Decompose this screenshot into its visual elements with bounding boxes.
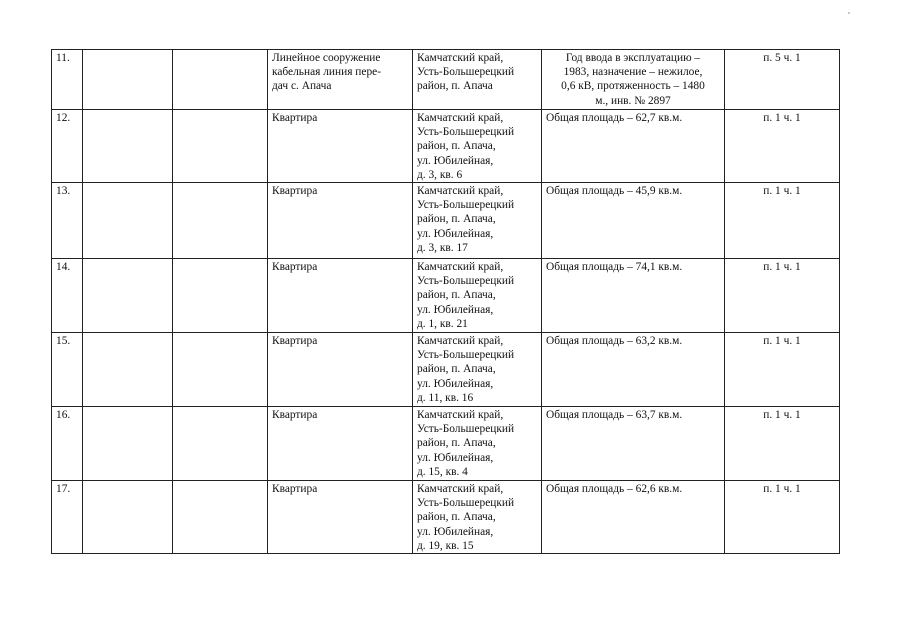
table-row [52,183,840,259]
characteristics-line: Общая площадь – 74,1 кв.м. [546,261,683,274]
object-name-cell [268,407,413,481]
address-cell [413,481,542,554]
scan-mark [848,12,850,14]
address-cell [413,183,542,259]
characteristics-cell [542,183,725,259]
address-line: ул. Юбилейная, [417,303,494,316]
legal-basis-cell: п. 1 ч. 1 [725,183,840,259]
row-number: 11. [52,50,83,110]
empty-cell [83,50,173,110]
object-name-line: Квартира [272,409,318,422]
legal-basis-cell: п. 1 ч. 1 [725,481,840,554]
characteristics-line: м., инв. № 2897 [595,94,671,107]
property-register-table [51,49,840,554]
address-line: ул. Юбилейная, [417,525,494,538]
address-line: Камчатский край, [417,409,504,422]
object-name-cell [268,259,413,333]
row-number: 14. [52,259,83,333]
address-line: Усть-Большерецкий [417,275,515,288]
characteristics-line: Общая площадь – 63,2 кв.м. [546,335,683,348]
table-row [52,407,840,481]
address-line: Камчатский край, [417,261,504,274]
object-name-line: Квартира [272,335,318,348]
empty-cell [173,259,268,333]
empty-cell [173,407,268,481]
table-row [52,333,840,407]
legal-basis-cell: п. 1 ч. 1 [725,407,840,481]
address-line: Камчатский край, [417,112,504,124]
address-line: д. 15, кв. 4 [417,465,468,478]
object-name-line: Квартира [272,261,318,274]
object-name-line: Линейное сооружение [272,52,381,64]
characteristics-line: Общая площадь – 45,9 кв.м. [546,185,683,198]
object-name-line: кабельная линия пере- [272,66,381,79]
address-line: район, п. Апача, [417,140,496,153]
address-line: район, п. Апача, [417,213,496,226]
object-name-cell [268,481,413,554]
object-name-line: Квартира [272,483,318,496]
characteristics-line: 0,6 кВ, протяженность – 1480 [561,80,705,93]
address-line: Камчатский край, [417,52,504,64]
empty-cell [173,333,268,407]
empty-cell [83,110,173,183]
empty-cell [173,50,268,110]
row-number: 15. [52,333,83,407]
characteristics-cell [542,333,725,407]
address-cell [413,333,542,407]
address-line: район, п. Апача, [417,363,496,376]
address-line: район, п. Апача, [417,511,496,524]
address-cell [413,110,542,183]
object-name-cell [268,110,413,183]
characteristics-cell [542,407,725,481]
address-line: ул. Юбилейная, [417,154,494,167]
empty-cell [83,333,173,407]
characteristics-line: Общая площадь – 62,6 кв.м. [546,483,683,496]
characteristics-line: 1983, назначение – нежилое, [563,66,703,79]
characteristics-line: Общая площадь – 63,7 кв.м. [546,409,683,422]
address-line: д. 11, кв. 16 [417,391,474,404]
table-row [52,481,840,554]
row-number: 13. [52,183,83,259]
row-number: 12. [52,110,83,183]
address-line: район, п. Апача [417,80,493,93]
legal-basis-cell: п. 1 ч. 1 [725,259,840,333]
address-line: Усть-Большерецкий [417,126,515,139]
object-name-cell [268,333,413,407]
address-cell [413,259,542,333]
legal-basis-cell: п. 1 ч. 1 [725,110,840,183]
empty-cell [83,407,173,481]
characteristics-line: Год ввода в эксплуатацию – [565,52,701,64]
characteristics-cell [542,259,725,333]
address-line: Усть-Большерецкий [417,349,515,362]
address-line: Камчатский край, [417,483,504,496]
row-number: 17. [52,481,83,554]
table-row [52,110,840,183]
characteristics-line: Общая площадь – 62,7 кв.м. [546,112,683,124]
empty-cell [83,259,173,333]
characteristics-cell [542,50,725,110]
address-cell [413,407,542,481]
legal-basis-cell: п. 5 ч. 1 [725,50,840,110]
address-line: д. 3, кв. 17 [417,241,468,254]
address-line: ул. Юбилейная, [417,227,494,240]
address-cell [413,50,542,110]
address-line: Камчатский край, [417,185,504,198]
address-line: район, п. Апача, [417,289,496,302]
address-line: д. 19, кв. 15 [417,539,474,552]
address-line: Усть-Большерецкий [417,497,515,510]
legal-basis-cell: п. 1 ч. 1 [725,333,840,407]
address-line: Усть-Большерецкий [417,66,515,79]
empty-cell [173,481,268,554]
address-line: ул. Юбилейная, [417,377,494,390]
empty-cell [173,183,268,259]
table-row [52,259,840,333]
address-line: ул. Юбилейная, [417,451,494,464]
empty-cell [173,110,268,183]
address-line: д. 1, кв. 21 [417,317,468,330]
address-line: район, п. Апача, [417,437,496,450]
row-number: 16. [52,407,83,481]
table-row [52,50,840,110]
characteristics-cell [542,481,725,554]
address-line: д. 3, кв. 6 [417,168,463,181]
characteristics-cell [542,110,725,183]
empty-cell [83,481,173,554]
object-name-line: Квартира [272,185,318,198]
object-name-cell [268,183,413,259]
object-name-cell [268,50,413,110]
register-body [52,50,840,554]
address-line: Усть-Большерецкий [417,199,515,212]
object-name-line: Квартира [272,112,318,124]
object-name-line: дач с. Апача [272,80,332,93]
address-line: Камчатский край, [417,335,504,348]
address-line: Усть-Большерецкий [417,423,515,436]
empty-cell [83,183,173,259]
